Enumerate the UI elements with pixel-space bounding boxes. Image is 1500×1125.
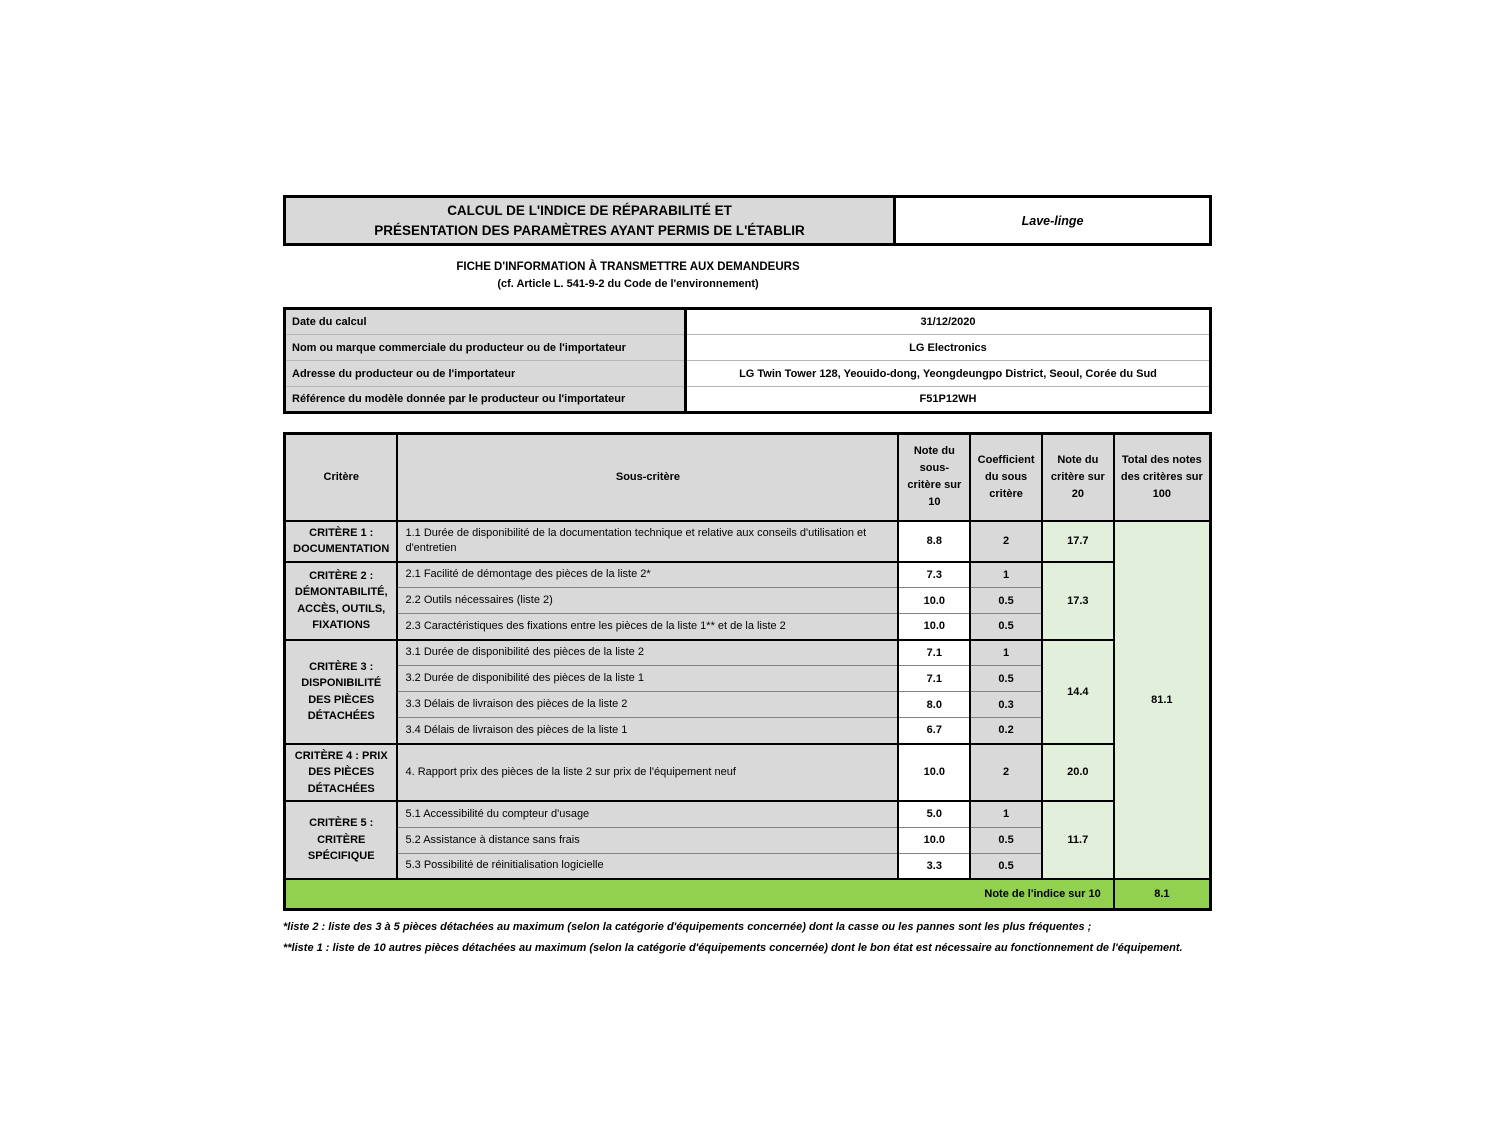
subcriterion-label: 3.4 Délais de livraison des pièces de la liste 1: [397, 718, 898, 744]
criterion-label: CRITÈRE 4 : PRIX DES PIÈCES DÉTACHÉES: [285, 744, 398, 802]
info-label-address: Adresse du producteur ou de l'importateur: [285, 361, 686, 387]
info-label-brand: Nom ou marque commerciale du producteur ou de l'importateur: [285, 335, 686, 361]
product-type-box: [896, 195, 1212, 246]
final-score-row: [285, 879, 1211, 909]
subtitle-line2: (cf. Article L. 541-9-2 du Code de l'environnement): [497, 278, 759, 291]
col-header-coefficient: Coefficient du sous critère: [970, 434, 1042, 521]
subcriterion-coefficient: 0.5: [970, 666, 1042, 692]
subcriterion-score10: 7.1: [898, 640, 970, 666]
subtitle-line1: FICHE D'INFORMATION À TRANSMETTRE AUX DEMANDEURS: [456, 261, 800, 274]
criterion-score20: 11.7: [1042, 801, 1114, 879]
col-header-score10: Note du sous-critère sur 10: [898, 434, 970, 521]
info-label-model: Référence du modèle donnée par le producteur ou l'importateur: [285, 387, 686, 413]
subcriterion-label: 4. Rapport prix des pièces de la liste 2 sur prix de l'équipement neuf: [397, 744, 898, 802]
document-header: [283, 195, 1212, 246]
subcriterion-label: 5.3 Possibilité de réinitialisation logicielle: [397, 853, 898, 879]
criterion-label: CRITÈRE 3 : DISPONIBILITÉ DES PIÈCES DÉTACHÉES: [285, 640, 398, 744]
subcriterion-score10: 10.0: [898, 614, 970, 640]
subcriterion-coefficient: 2: [970, 744, 1042, 802]
criteria-header-row: [285, 434, 1211, 521]
subcriterion-label: 3.2 Durée de disponibilité des pièces de la liste 1: [397, 666, 898, 692]
subcriterion-coefficient: 0.5: [970, 614, 1042, 640]
criteria-row: [285, 801, 1211, 827]
final-score-label: Note de l'indice sur 10: [285, 879, 1114, 909]
subcriterion-score10: 8.0: [898, 692, 970, 718]
criteria-table-body: [285, 521, 1211, 880]
subcriterion-coefficient: 0.5: [970, 827, 1042, 853]
subcriterion-score10: 10.0: [898, 588, 970, 614]
criterion-label: CRITÈRE 1 : DOCUMENTATION: [285, 521, 398, 562]
subcriterion-score10: 5.0: [898, 801, 970, 827]
subcriterion-coefficient: 0.5: [970, 588, 1042, 614]
info-value-model: F51P12WH: [685, 387, 1210, 413]
subcriterion-label: 5.1 Accessibilité du compteur d'usage: [397, 801, 898, 827]
subcriterion-label: 2.2 Outils nécessaires (liste 2): [397, 588, 898, 614]
col-header-score20: Note du critère sur 20: [1042, 434, 1114, 521]
criterion-label: CRITÈRE 5 : CRITÈRE SPÉCIFIQUE: [285, 801, 398, 879]
info-value-address: LG Twin Tower 128, Yeouido-dong, Yeongdeungpo District, Seoul, Corée du Sud: [685, 361, 1210, 387]
total-score100: 81.1: [1114, 521, 1211, 880]
footnote-liste1: **liste 1 : liste de 10 autres pièces détachées au maximum (selon la catégorie d'équipements concernée) dont le bon état est nécessaire au fonctionnement de l'équipement.: [283, 941, 1183, 954]
document-title-box: [283, 195, 896, 246]
criterion-label: CRITÈRE 2 : DÉMONTABILITÉ, ACCÈS, OUTILS, FIXATIONS: [285, 562, 398, 640]
col-header-total100: Total des notes des critères sur 100: [1114, 434, 1211, 521]
subcriterion-coefficient: 1: [970, 562, 1042, 588]
criteria-table: [283, 432, 1212, 911]
subcriterion-coefficient: 2: [970, 521, 1042, 562]
subcriterion-coefficient: 1: [970, 801, 1042, 827]
subcriterion-score10: 7.1: [898, 666, 970, 692]
criteria-row: [285, 640, 1211, 666]
manufacturer-info-table: [283, 307, 1212, 414]
info-row-date: [285, 309, 1211, 335]
product-type-label: Lave-linge: [1021, 213, 1084, 228]
subcriterion-label: 3.3 Délais de livraison des pièces de la liste 2: [397, 692, 898, 718]
subcriterion-coefficient: 1: [970, 640, 1042, 666]
criteria-row: [285, 562, 1211, 588]
col-header-subcriterion: Sous-critère: [397, 434, 898, 521]
subcriterion-score10: 6.7: [898, 718, 970, 744]
criterion-score20: 14.4: [1042, 640, 1114, 744]
subcriterion-coefficient: 0.5: [970, 853, 1042, 879]
criteria-row: [285, 521, 1211, 562]
criterion-score20: 20.0: [1042, 744, 1114, 802]
subcriterion-score10: 10.0: [898, 827, 970, 853]
info-value-date: 31/12/2020: [685, 309, 1210, 335]
subcriterion-score10: 10.0: [898, 744, 970, 802]
info-label-date: Date du calcul: [285, 309, 686, 335]
document-subtitle: [283, 261, 973, 290]
subcriterion-label: 1.1 Durée de disponibilité de la documentation technique et relative aux conseils d'utilisation et d'entretien: [397, 521, 898, 562]
criterion-score20: 17.3: [1042, 562, 1114, 640]
subcriterion-score10: 7.3: [898, 562, 970, 588]
subcriterion-score10: 8.8: [898, 521, 970, 562]
info-row-brand: [285, 335, 1211, 361]
footnotes: [283, 917, 1212, 959]
criteria-row: [285, 744, 1211, 802]
criterion-score20: 17.7: [1042, 521, 1114, 562]
subcriterion-label: 2.3 Caractéristiques des fixations entre les pièces de la liste 1** et de la liste 2: [397, 614, 898, 640]
document-title-line2: PRÉSENTATION DES PARAMÈTRES AYANT PERMIS DE L'ÉTABLIR: [374, 222, 805, 238]
subcriterion-score10: 3.3: [898, 853, 970, 879]
info-row-address: [285, 361, 1211, 387]
subcriterion-label: 2.1 Facilité de démontage des pièces de la liste 2*: [397, 562, 898, 588]
footnote-liste2: *liste 2 : liste des 3 à 5 pièces détachées au maximum (selon la catégorie d'équipements concernée) dont la casse ou les pannes sont les plus fréquentes ;: [283, 920, 1092, 933]
col-header-criterion: Critère: [285, 434, 398, 521]
subcriterion-coefficient: 0.2: [970, 718, 1042, 744]
subcriterion-label: 5.2 Assistance à distance sans frais: [397, 827, 898, 853]
document-title-line1: CALCUL DE L'INDICE DE RÉPARABILITÉ ET: [447, 203, 732, 218]
info-value-brand: LG Electronics: [685, 335, 1210, 361]
document-content: [283, 195, 1212, 958]
subcriterion-label: 3.1 Durée de disponibilité des pièces de la liste 2: [397, 640, 898, 666]
final-score-value: 8.1: [1114, 879, 1211, 909]
info-row-model: [285, 387, 1211, 413]
subcriterion-coefficient: 0.3: [970, 692, 1042, 718]
